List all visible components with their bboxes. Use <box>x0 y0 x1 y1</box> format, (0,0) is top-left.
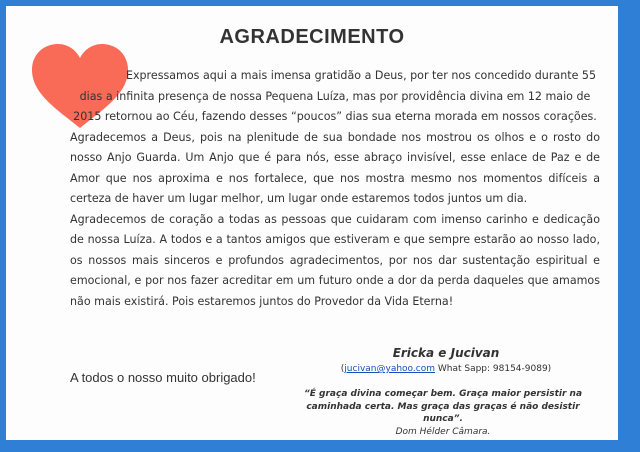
whatsapp-number: What Sapp: 98154-9089) <box>434 364 552 374</box>
signature-names: Ericka e Jucivan <box>392 346 500 360</box>
thanks-line: A todos o nosso muito obrigado! <box>70 370 256 385</box>
signature-block <box>336 346 556 374</box>
contact-line <box>336 364 556 374</box>
page-title: AGRADECIMENTO <box>219 26 405 48</box>
paragraph-gratitude: Expressamos aqui a mais imensa gratidão a Deus, por ter nos concedido durante 55 dias a infinita presença de nossa Pequena Luíza, mas por providência divina em 12 maio de 2015 retornou ao Céu, fazendo desses “poucos” dias sua eterna morada em nossos corações. <box>73 69 597 123</box>
message-body <box>70 66 600 312</box>
contact-open-paren: ( <box>340 364 345 374</box>
paragraph-angel: Agradecemos a Deus, pois na plenitude de sua bondade nos mostrou os olhos e o rosto do nosso Anjo Guarda. Um Anjo que é para nós, esse abraço invisível, esse enlace de Paz e de Amor que nos aproxima e nos fortalece, que nos mostra mesmo nos momentos difíceis a certeza de haver um lugar melhor, um lugar onde estaremos todos juntos um dia. <box>70 130 600 205</box>
quote-author: Dom Hélder Câmara. <box>395 426 491 437</box>
email-link[interactable]: jucivan@yahoo.com <box>344 364 435 374</box>
pink-ribbon <box>6 6 139 27</box>
card-sheet <box>6 6 618 440</box>
quote-block <box>294 388 592 438</box>
quote-text: “É graça divina começar bem. Graça maior persistir na caminhada certa. Mas graça das graças é não desistir nunca”. <box>303 389 583 424</box>
paragraph-thanks-people: Agradecemos de coração a todas as pessoas que cuidaram com imenso carinho e dedicação de nossa Luíza. A todos e a tantos amigos que estiveram e que sempre estarão ao nosso lado, os nossos mais sinceros e profundos agradecimentos, por nos dar sustentação espiritual e emocional, e por nos fazer acreditar em um futuro onde a dor da perda daqueles que amamos não mais existirá. Pois estaremos juntos do Provedor da Vida Eterna! <box>70 212 600 308</box>
